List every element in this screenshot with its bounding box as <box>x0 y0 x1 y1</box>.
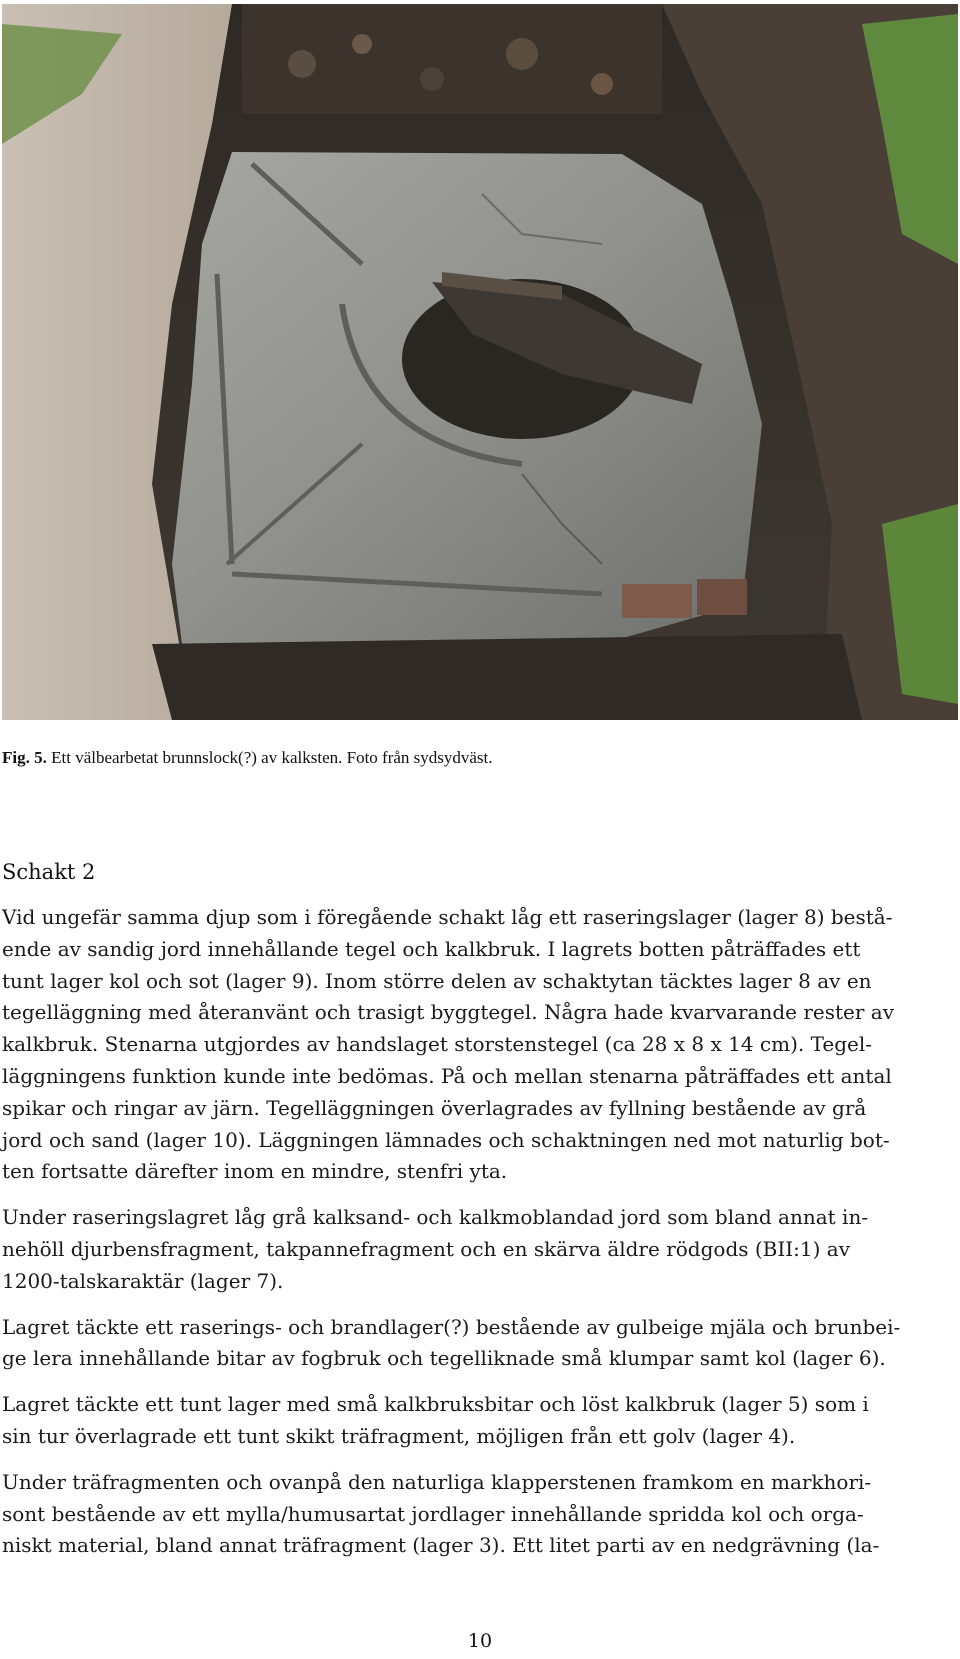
text-line: ge lera innehållande bitar av fogbruk och tegelliknade små klumpar samt kol (lager 6). <box>2 1346 886 1371</box>
excavation-photo-illustration <box>2 4 958 720</box>
section-heading: Schakt 2 <box>2 860 96 884</box>
text-line: niskt material, bland annat träfragment (lager 3). Ett litet parti av en nedgrävning (la- <box>2 1533 880 1558</box>
text-line: sont bestående av ett mylla/humusartat jordlager innehållande spridda kol och orga- <box>2 1501 864 1526</box>
body-text <box>2 902 952 1576</box>
figure-label: Fig. 5. <box>2 748 47 767</box>
text-line: ten fortsatte därefter inom en mindre, stenfri yta. <box>2 1159 508 1184</box>
text-line: kalkbruk. Stenarna utgjordes av handslaget storstenstegel (ca 28 x 8 x 14 cm). Tegel- <box>2 1032 873 1057</box>
figure-caption <box>2 748 942 768</box>
text-line: spikar och ringar av järn. Tegelläggningen överlagrades av fyllning bestående av grå <box>2 1095 867 1120</box>
text-line: Under träfragmenten och ovanpå den naturliga klapperstenen framkom en markhori- <box>2 1469 872 1494</box>
text-line: sin tur överlagrade ett tunt skikt träfragment, möjligen från ett golv (lager 4). <box>2 1423 796 1448</box>
paragraph <box>2 902 952 1188</box>
text-line: 1200-talskaraktär (lager 7). <box>2 1268 284 1293</box>
text-line: Under raseringslagret låg grå kalksand- och kalkmoblandad jord som bland annat in- <box>2 1205 869 1230</box>
text-line: tunt lager kol och sot (lager 9). Inom större delen av schaktytan täcktes lager 8 av en <box>2 968 872 993</box>
paragraph <box>2 1389 952 1453</box>
excavation-photo <box>2 4 958 720</box>
text-line: nehöll djurbensfragment, takpannefragment och en skärva äldre rödgods (BII:1) av <box>2 1236 851 1261</box>
text-line: ende av sandig jord innehållande tegel och kalkbruk. I lagrets botten påträffades ett <box>2 936 861 961</box>
text-line: Vid ungefär samma djup som i föregående schakt låg ett raseringslager (lager 8) bestå- <box>2 905 893 929</box>
text-line: jord och sand (lager 10). Läggningen lämnades och schaktningen ned mot naturlig bot- <box>2 1127 890 1152</box>
text-line: Lagret täckte ett tunt lager med små kalkbruksbitar och löst kalkbruk (lager 5) som i <box>2 1392 869 1417</box>
paragraph <box>2 1467 952 1562</box>
text-line: läggningens funktion kunde inte bedömas. På och mellan stenarna påträffades ett antal <box>2 1063 892 1088</box>
text-line: Lagret täckte ett raserings- och brandlager(?) bestående av gulbeige mjäla och brunbei- <box>2 1314 901 1339</box>
paragraph <box>2 1202 952 1297</box>
page-number: 10 <box>467 1630 493 1652</box>
text-line: tegelläggning med återanvänt och trasigt byggtegel. Några hade kvarvarande rester av <box>2 1000 894 1025</box>
figure-caption-text: Ett välbearbetat brunnslock(?) av kalksten. Foto från sydsydväst. <box>46 748 493 767</box>
paragraph <box>2 1312 952 1376</box>
